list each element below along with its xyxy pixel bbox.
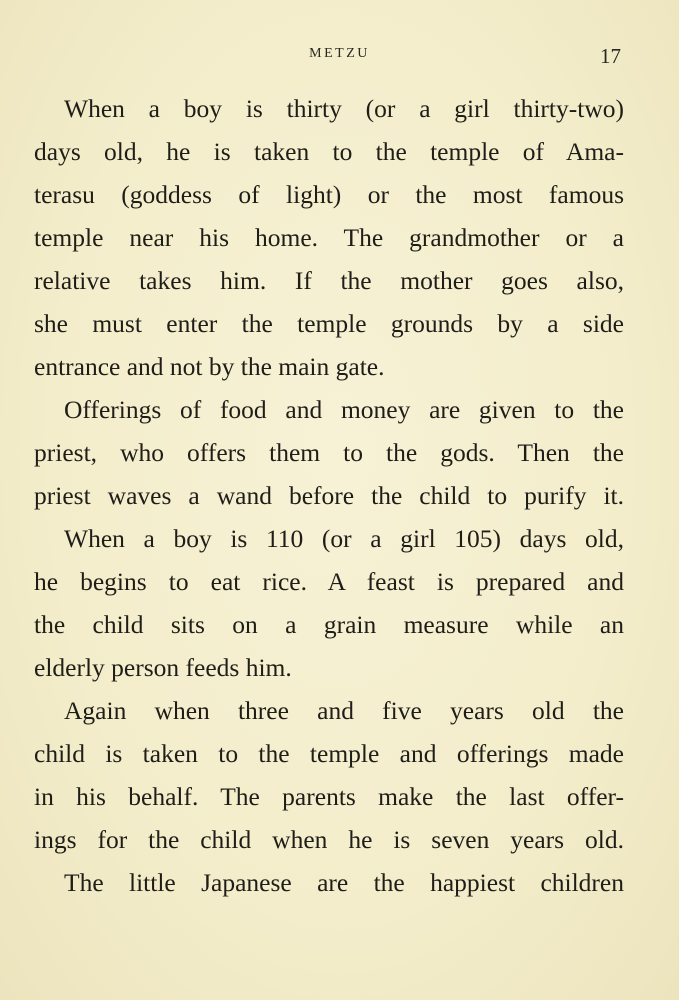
text-line: she must enter the temple grounds by a side <box>34 309 624 338</box>
text-line: Again when three and five years old the <box>64 696 624 725</box>
text-line: child is taken to the temple and offerings made <box>34 739 624 768</box>
paragraph-1 <box>34 87 624 388</box>
text-line: ings for the child when he is seven years old. <box>34 825 624 854</box>
running-head-title: METZU <box>309 46 370 61</box>
text-line: entrance and not by the main gate. <box>34 352 385 381</box>
text-line: When a boy is 110 (or a girl 105) days old, <box>64 524 624 553</box>
page-number: 17 <box>600 44 621 68</box>
text-line: elderly person feeds him. <box>34 653 292 682</box>
paragraph-4 <box>34 689 624 861</box>
running-head <box>0 44 679 68</box>
text-line: temple near his home. The grandmother or a <box>34 223 624 252</box>
text-line: the child sits on a grain measure while an <box>34 610 624 639</box>
paragraph-2 <box>34 388 624 517</box>
text-line: days old, he is taken to the temple of Ama- <box>34 137 624 166</box>
text-line: relative takes him. If the mother goes also, <box>34 266 624 295</box>
text-line: terasu (goddess of light) or the most famous <box>34 180 624 209</box>
paragraph-5 <box>34 861 624 904</box>
body-text <box>34 87 624 904</box>
paragraph-3 <box>34 517 624 689</box>
text-line: Offerings of food and money are given to the <box>64 395 624 424</box>
text-line: When a boy is thirty (or a girl thirty-two) <box>64 94 624 123</box>
text-line: priest waves a wand before the child to purify it. <box>34 481 624 510</box>
text-line: The little Japanese are the happiest children <box>64 868 624 897</box>
text-line: priest, who offers them to the gods. Then the <box>34 438 624 467</box>
text-line: he begins to eat rice. A feast is prepared and <box>34 567 624 596</box>
text-line: in his behalf. The parents make the last offer- <box>34 782 624 811</box>
